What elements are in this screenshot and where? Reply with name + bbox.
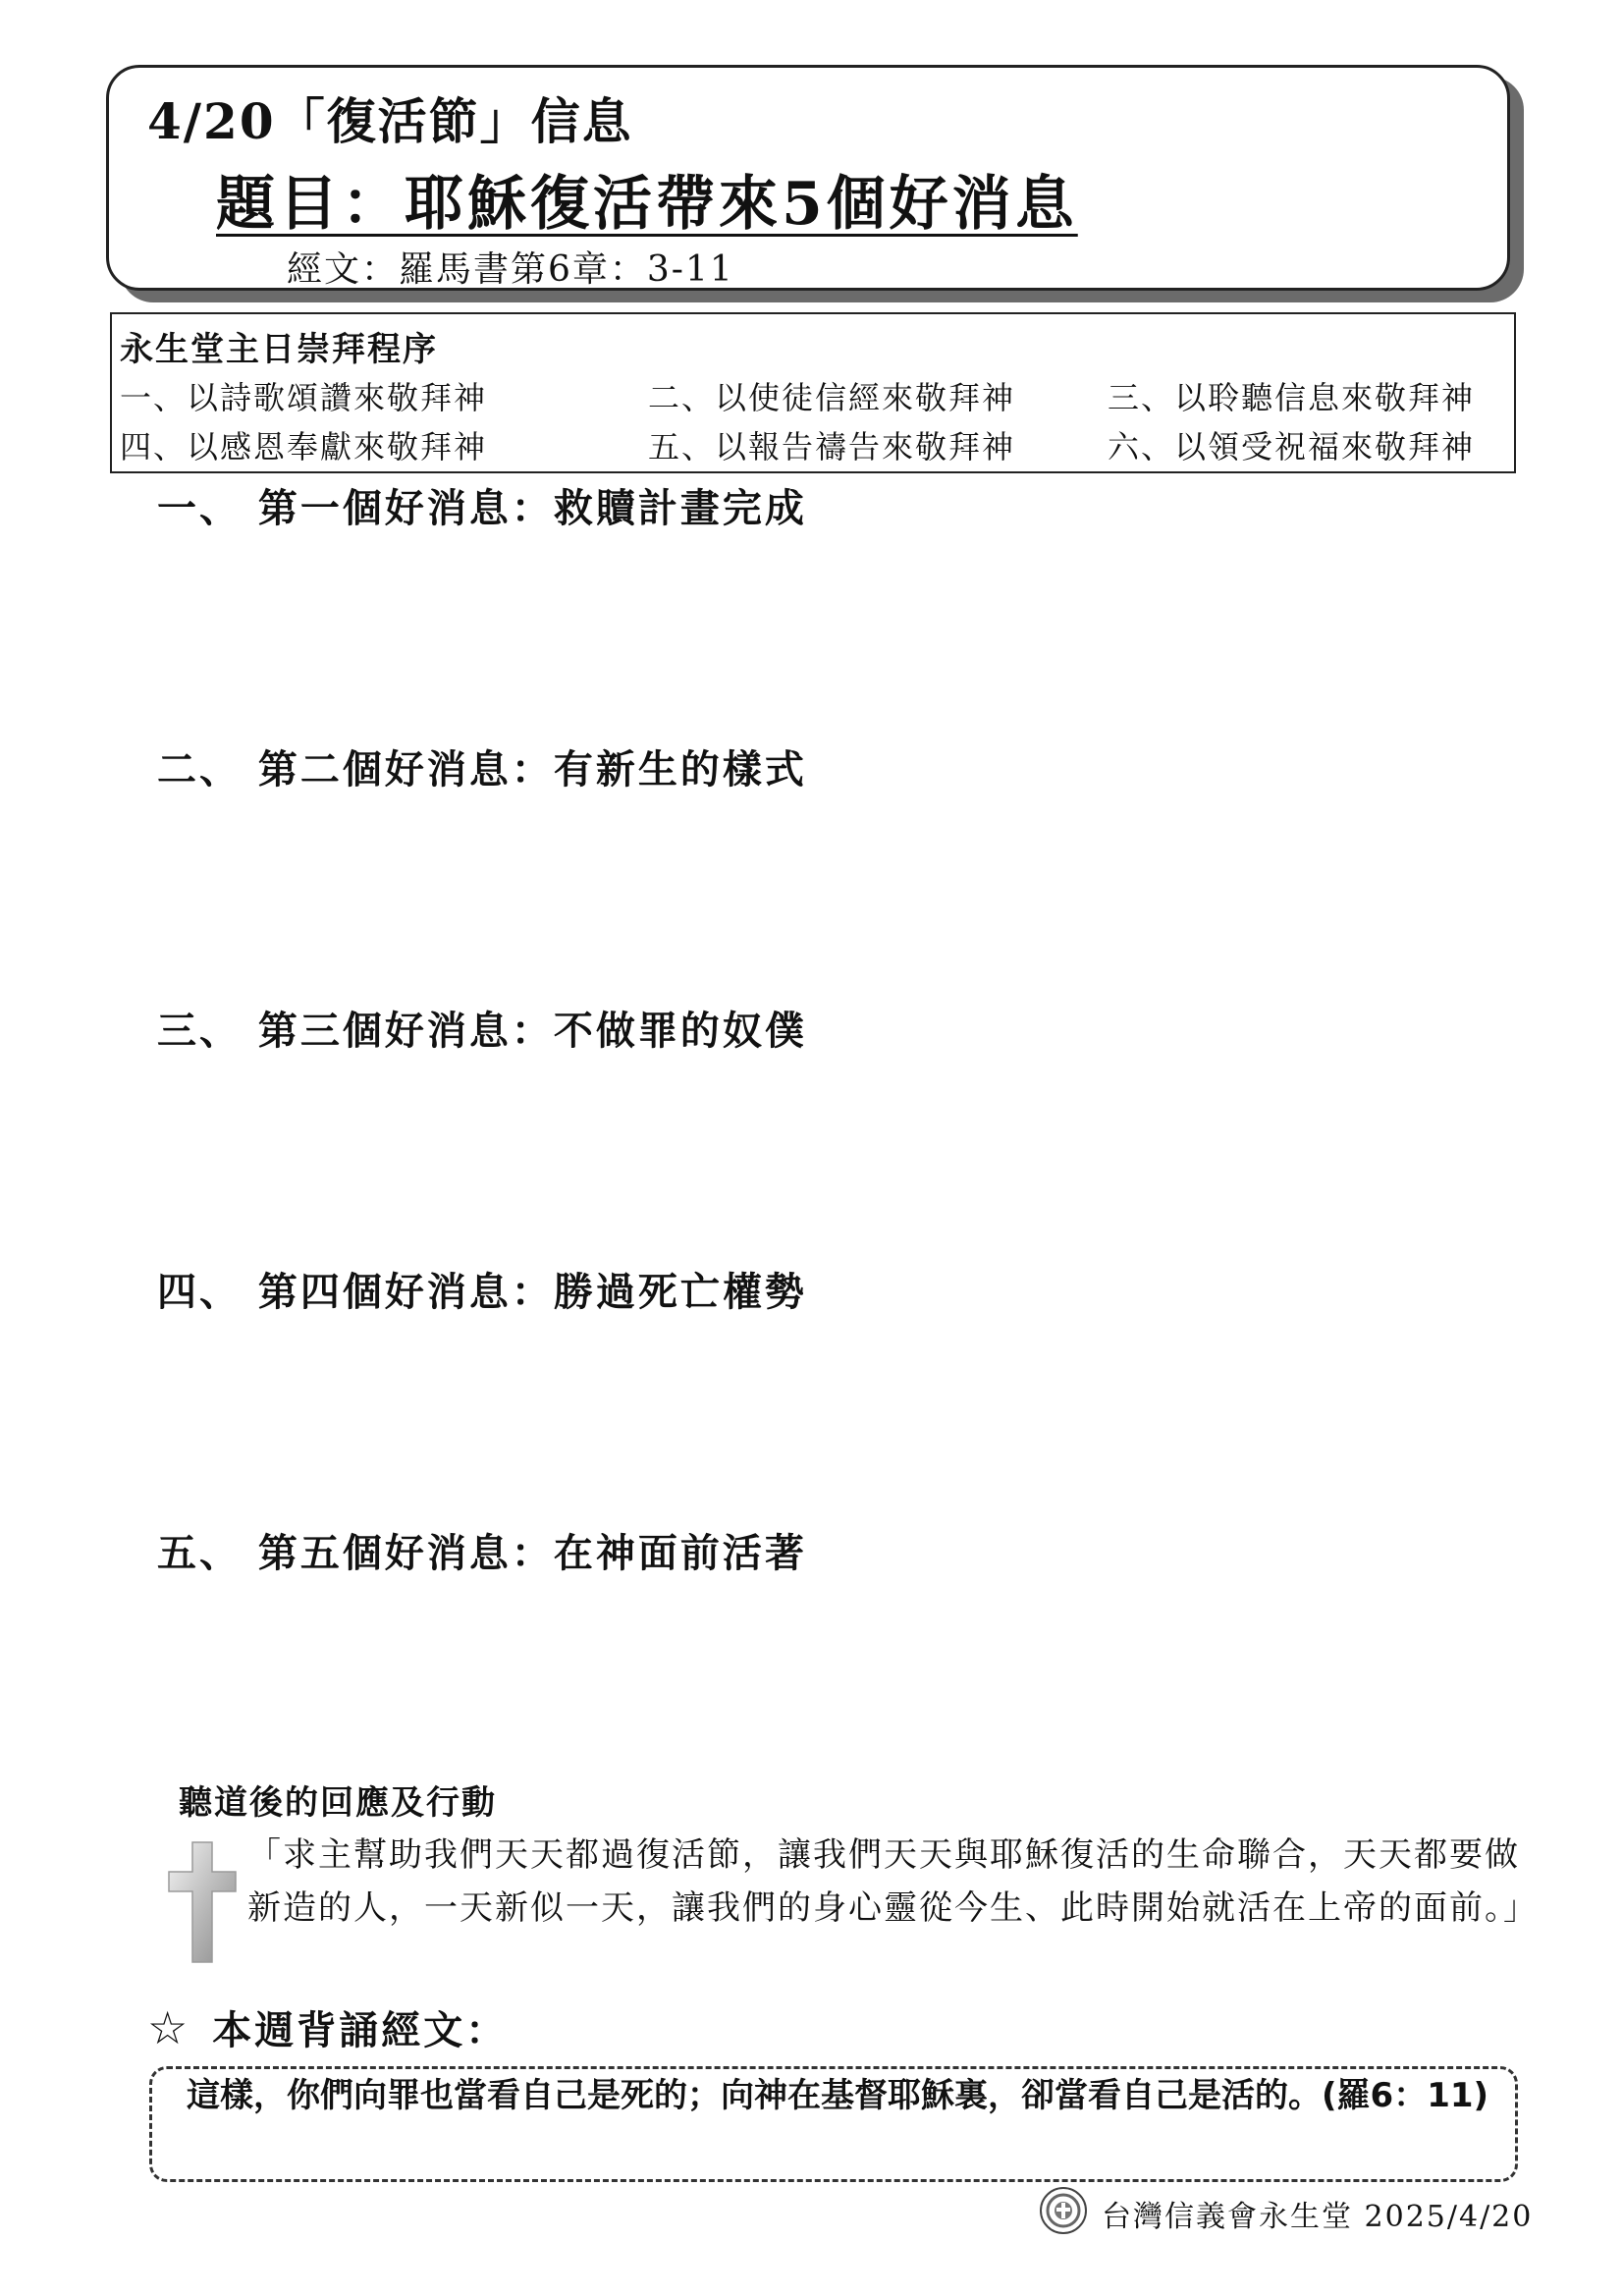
worship-order-item: 二、以使徒信經來敬拜神 xyxy=(648,379,1016,416)
star-icon: ☆ xyxy=(147,2001,191,2054)
worship-order-item: 三、以聆聽信息來敬拜神 xyxy=(1108,379,1476,416)
response-title: 聽道後的回應及行動 xyxy=(179,1783,497,1823)
scripture-reference: 經文：羅馬書第6章：3-11 xyxy=(287,249,734,290)
footer-church-date: 台灣信義會永生堂 2025/4/20 xyxy=(1102,2200,1534,2234)
point-heading-4: 四、 第四個好消息：勝過死亡權勢 xyxy=(157,1269,807,1315)
point-heading-3: 三、 第三個好消息：不做罪的奴僕 xyxy=(157,1008,807,1054)
point-heading-5: 五、 第五個好消息：在神面前活著 xyxy=(157,1530,807,1576)
point-heading-1: 一、 第一個好消息：救贖計畫完成 xyxy=(157,485,807,531)
worship-order-title: 永生堂主日崇拜程序 xyxy=(120,330,438,369)
memory-verse-title: 本週背誦經文： xyxy=(212,2008,509,2053)
worship-order-item: 五、以報告禱告來敬拜神 xyxy=(648,428,1016,465)
message-occasion: 4/20「復活節」信息 xyxy=(147,92,633,150)
worship-order-item: 六、以領受祝福來敬拜神 xyxy=(1108,428,1476,465)
church-seal-icon xyxy=(1039,2186,1088,2235)
worship-order-item: 一、以詩歌頌讚來敬拜神 xyxy=(120,379,488,416)
response-prayer: 「求主幫助我們天天都過復活節，讓我們天天與耶穌復活的生命聯合，天天都要做新造的人，一天新似一天，讓我們的身心靈從今生、此時開始就活在上帝的面前。」 xyxy=(247,1835,1539,1928)
worship-order-item: 四、以感恩奉獻來敬拜神 xyxy=(120,428,488,465)
memory-verse-text: 這樣，你們向罪也當看自己是死的；向神在基督耶穌裏，卻當看自己是活的。(羅6：11) xyxy=(187,2076,1489,2115)
cross-icon xyxy=(165,1838,240,1966)
memory-verse-heading xyxy=(147,1999,508,2055)
sermon-title: 題目：耶穌復活帶來5個好消息 xyxy=(216,170,1078,239)
point-heading-2: 二、 第二個好消息：有新生的樣式 xyxy=(157,746,807,793)
